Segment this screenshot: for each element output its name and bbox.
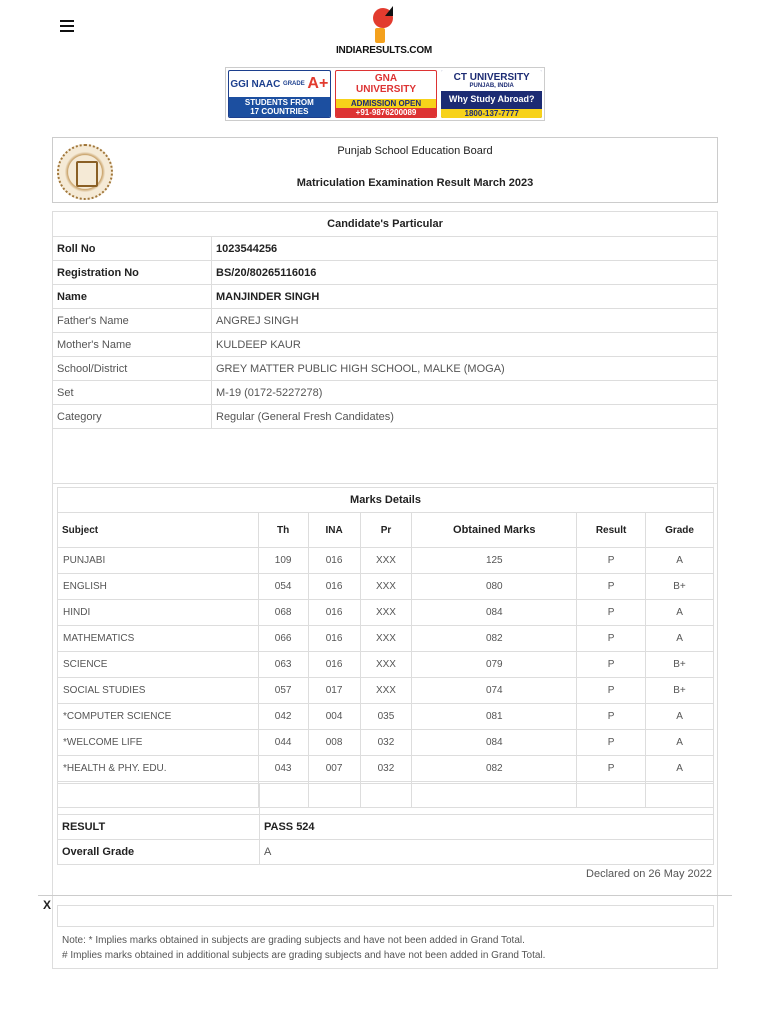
mark-ina: 007 (308, 756, 360, 782)
mark-subject: *HEALTH & PHY. EDU. (58, 756, 259, 782)
mark-subject: *WELCOME LIFE (58, 730, 259, 756)
mark-result: P (577, 548, 646, 574)
mark-pr: XXX (360, 678, 412, 704)
name-value: MANJINDER SINGH (212, 285, 718, 309)
mark-result: P (577, 574, 646, 600)
category-value: Regular (General Fresh Candidates) (212, 405, 718, 429)
mark-th: 068 (258, 600, 308, 626)
set-label: Set (53, 381, 212, 405)
col-th: Th (258, 513, 308, 548)
table-row (58, 626, 714, 652)
notes (62, 933, 545, 963)
spacer (53, 429, 718, 487)
ad-gna-line3: ADMISSION OPEN (336, 99, 437, 108)
table-row (58, 704, 714, 730)
note-line-2: # Implies marks obtained in additional subjects are grading subjects and have not been added in Grand Total. (62, 950, 546, 961)
marks-caption: Marks Details (58, 488, 714, 513)
result-label: RESULT (58, 815, 260, 840)
mark-ina: 004 (308, 704, 360, 730)
category-label: Category (53, 405, 212, 429)
mark-obtained: 084 (412, 730, 577, 756)
mark-obtained: 125 (412, 548, 577, 574)
logo-mark-icon (371, 6, 397, 44)
mark-grade: A (646, 548, 714, 574)
mark-grade: A (646, 756, 714, 782)
mark-grade: B+ (646, 574, 714, 600)
mark-subject: *COMPUTER SCIENCE (58, 704, 259, 730)
ad-ggi-line3: 17 COUNTRIES (250, 107, 309, 116)
note-spacer (57, 905, 714, 927)
mark-grade: B+ (646, 652, 714, 678)
note-line-1: Note: * Implies marks obtained in subjects are grading subjects and have not been added in Grand Total. (62, 935, 525, 946)
table-row (53, 357, 718, 381)
mark-pr: 035 (360, 704, 412, 730)
mark-ina: 017 (308, 678, 360, 704)
mark-grade: A (646, 626, 714, 652)
candidate-table (52, 211, 718, 486)
mark-ina: 008 (308, 730, 360, 756)
mark-subject: SOCIAL STUDIES (58, 678, 259, 704)
mark-ina: 016 (308, 626, 360, 652)
ad-gna-line2: UNIVERSITY (356, 84, 417, 95)
mark-result: P (577, 626, 646, 652)
mark-th: 054 (258, 574, 308, 600)
col-obtained: Obtained Marks (412, 513, 577, 548)
mark-subject: SCIENCE (58, 652, 259, 678)
mark-subject: HINDI (58, 600, 259, 626)
logo-text: INDIARESULTS.COM (335, 45, 433, 56)
ad-gna-line1: GNA (374, 73, 398, 84)
marks-table (57, 487, 714, 808)
table-row (53, 237, 718, 261)
table-row (53, 381, 718, 405)
overall-grade-label: Overall Grade (58, 840, 260, 865)
divider (38, 895, 732, 896)
result-table (57, 783, 714, 865)
father-name-label: Father's Name (53, 309, 212, 333)
mark-th: 043 (258, 756, 308, 782)
table-row (53, 405, 718, 429)
mark-result: P (577, 730, 646, 756)
mark-subject: ENGLISH (58, 574, 259, 600)
ad-ct[interactable] (441, 70, 542, 118)
col-result: Result (577, 513, 646, 548)
table-row (58, 652, 714, 678)
ad-ct-line1: CT UNIVERSITY (453, 72, 530, 83)
mark-pr: XXX (360, 548, 412, 574)
mark-obtained: 074 (412, 678, 577, 704)
ad-ggi-grade: A+ (307, 75, 329, 92)
mark-pr: 032 (360, 730, 412, 756)
ad-gna-phone: +91-9876200089 (336, 108, 437, 117)
table-row (58, 574, 714, 600)
mark-pr: XXX (360, 652, 412, 678)
mark-th: 044 (258, 730, 308, 756)
ad-ggi-line2: STUDENTS FROM (244, 98, 314, 107)
school-label: School/District (53, 357, 212, 381)
roll-no-label: Roll No (53, 237, 212, 261)
mark-obtained: 079 (412, 652, 577, 678)
mark-ina: 016 (308, 652, 360, 678)
mark-result: P (577, 652, 646, 678)
mother-name-label: Mother's Name (53, 333, 212, 357)
mark-th: 066 (258, 626, 308, 652)
mark-subject: MATHEMATICS (58, 626, 259, 652)
mark-pr: XXX (360, 626, 412, 652)
roll-no-value: 1023544256 (212, 237, 718, 261)
col-pr: Pr (360, 513, 412, 548)
table-row (58, 756, 714, 782)
col-ina: INA (308, 513, 360, 548)
mark-th: 063 (258, 652, 308, 678)
ad-gna[interactable] (335, 70, 438, 118)
col-subject: Subject (58, 513, 259, 548)
table-row (53, 333, 718, 357)
table-row (53, 309, 718, 333)
close-button[interactable]: X (43, 898, 52, 912)
board-name: Punjab School Education Board (337, 145, 493, 157)
ad-ct-line2: PUNJAB, INDIA (469, 83, 514, 89)
mark-obtained: 081 (412, 704, 577, 730)
mark-pr: 032 (360, 756, 412, 782)
table-row (58, 678, 714, 704)
exam-title: Matriculation Examination Result March 2023 (296, 177, 534, 189)
father-name-value: ANGREJ SINGH (212, 309, 718, 333)
mark-result: P (577, 756, 646, 782)
registration-label: Registration No (53, 261, 212, 285)
table-row (58, 600, 714, 626)
ad-banner[interactable] (225, 67, 545, 121)
mark-grade: A (646, 600, 714, 626)
ad-ggi[interactable] (228, 70, 331, 118)
table-row (58, 730, 714, 756)
table-row (53, 285, 718, 309)
mark-result: P (577, 678, 646, 704)
mark-obtained: 082 (412, 756, 577, 782)
ad-ggi-grade-word: GRADE (283, 81, 305, 87)
empty-cell (260, 784, 714, 815)
set-value: M-19 (0172-5227278) (212, 381, 718, 405)
menu-icon[interactable] (60, 20, 74, 35)
ad-ggi-title: GGI NAAC (230, 78, 281, 90)
col-grade: Grade (646, 513, 714, 548)
mark-grade: B+ (646, 678, 714, 704)
table-row (53, 261, 718, 285)
overall-grade-value: A (260, 840, 714, 865)
candidate-caption: Candidate's Particular (53, 212, 718, 237)
registration-value: BS/20/80265116016 (212, 261, 718, 285)
mark-grade: A (646, 730, 714, 756)
ad-ct-phone: 1800-137-7777 (441, 109, 542, 118)
name-label: Name (53, 285, 212, 309)
mark-th: 057 (258, 678, 308, 704)
mark-ina: 016 (308, 574, 360, 600)
mark-th: 042 (258, 704, 308, 730)
mark-subject: PUNJABI (58, 548, 259, 574)
mark-pr: XXX (360, 574, 412, 600)
declared-date: Declared on 26 May 2022 (586, 868, 712, 880)
table-row (58, 548, 714, 574)
ad-ct-line3: Why Study Abroad? (448, 94, 535, 104)
empty-cell (58, 784, 260, 815)
mark-grade: A (646, 704, 714, 730)
mother-name-value: KULDEEP KAUR (212, 333, 718, 357)
mark-result: P (577, 600, 646, 626)
marks-header-row (58, 513, 714, 548)
mark-obtained: 080 (412, 574, 577, 600)
school-value: GREY MATTER PUBLIC HIGH SCHOOL, MALKE (MOGA) (212, 357, 718, 381)
mark-obtained: 082 (412, 626, 577, 652)
mark-obtained: 084 (412, 600, 577, 626)
result-value: PASS 524 (260, 815, 714, 840)
site-logo[interactable] (326, 6, 442, 60)
result-header (52, 137, 718, 203)
mark-ina: 016 (308, 600, 360, 626)
mark-th: 109 (258, 548, 308, 574)
mark-result: P (577, 704, 646, 730)
mark-ina: 016 (308, 548, 360, 574)
mark-pr: XXX (360, 600, 412, 626)
